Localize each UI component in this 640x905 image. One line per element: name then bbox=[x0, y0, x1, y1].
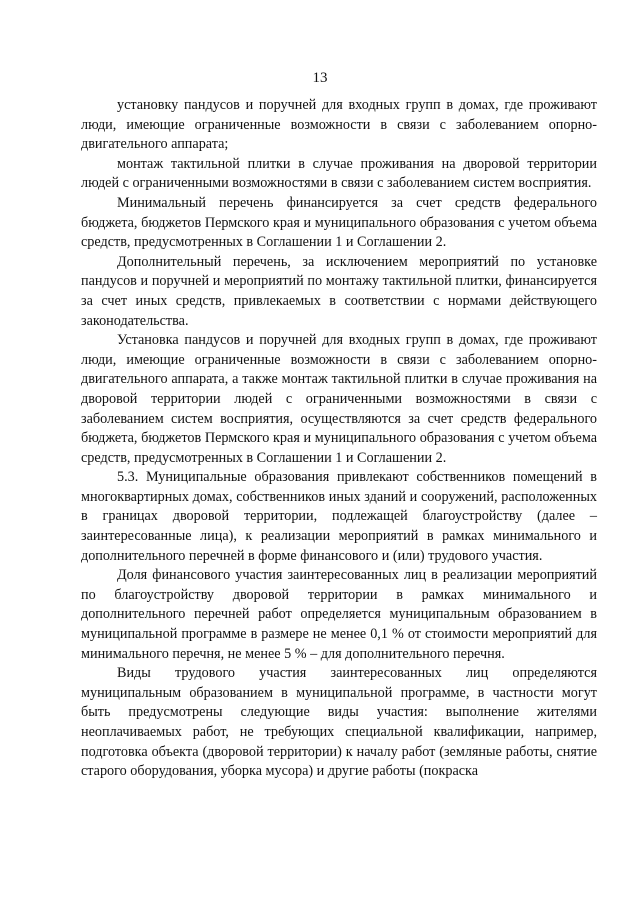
page-number: 13 bbox=[312, 70, 328, 86]
paragraph-additional-list-funding: Дополнительный перечень, за исключением мероприятий по установке пандусов и поручней и мероприятий по монтажу тактильной плитки, финансируется за счет иных средств, привлекаемых в соответствии с нормами действующего законодательства. bbox=[81, 253, 597, 329]
body-text bbox=[81, 96, 597, 782]
paragraph-accessibility-funding: Установка пандусов и поручней для входных групп в домах, где проживают люди, имеющие ограниченные возможности в связи с заболеванием опорно-двигательного аппарата, а также монтаж тактильной плитки в случае проживания на дворовой территории людей с ограниченными возможностями в связи с заболеванием систем восприятия, осуществляются за счет средств федерального бюджета, бюджетов Пермского края и муниципального образования с учетом объема средств, предусмотренных в Соглашении 1 и Соглашении 2. bbox=[81, 332, 597, 466]
paragraph-section-5-3: 5.3. Муниципальные образования привлекают собственников помещений в многоквартирных домах, собственников иных зданий и сооружений, расположенных в границах дворовой территории, подлежащей благоустройству (далее – заинтересованные лица), к реализации мероприятий в рамках минимального и дополнительного перечней в форме финансового и (или) трудового участия. bbox=[81, 469, 597, 564]
paragraph-minimum-list-funding: Минимальный перечень финансируется за счет средств федерального бюджета, бюджетов Пермского края и муниципального образования с учетом объема средств, предусмотренных в Соглашении 1 и Соглашении 2. bbox=[81, 194, 597, 251]
paragraph-ramps: установку пандусов и поручней для входных групп в домах, где проживают люди, имеющие ограниченные возможности в связи с заболеванием опорно-двигательного аппарата; bbox=[81, 97, 597, 153]
paragraph-tactile-tiles: монтаж тактильной плитки в случае проживания на дворовой территории людей с ограниченными возможностями в связи с заболеванием систем восприятия. bbox=[81, 155, 597, 192]
paragraph-financial-share: Доля финансового участия заинтересованных лиц в реализации мероприятий по благоустройству дворовой территории в рамках минимального и дополнительного перечней работ определяется муниципальным образованием в муниципальной программе в размере не менее 0,1 % от стоимости мероприятий для минимального перечня, не менее 5 % – для дополнительного перечня. bbox=[81, 567, 597, 662]
paragraph-labor-participation: Виды трудового участия заинтересованных лиц определяются муниципальным образованием в муниципальной программе, в частности могут быть предусмотрены следующие виды участия: выполнение жителями неоплачиваемых работ, не требующих специальной квалификации, например, подготовка объекта (дворовой территории) к началу работ (земляные работы, снятие старого оборудования, уборка мусора) и другие работы (покраска bbox=[81, 665, 597, 780]
